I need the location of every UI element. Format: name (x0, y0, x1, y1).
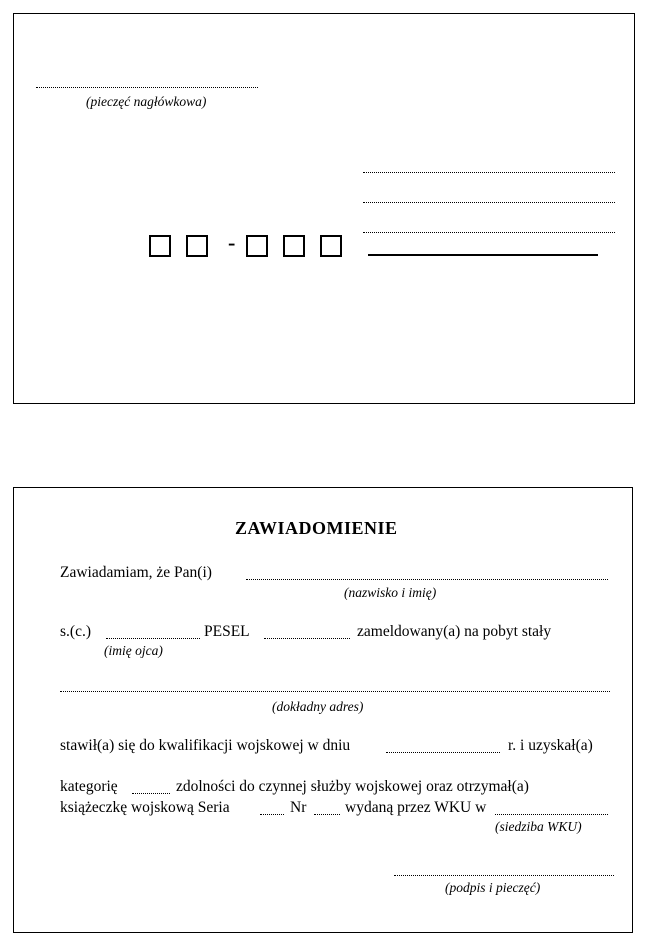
line1-text: Zawiadamiam, że Pan(i) (60, 564, 212, 581)
series-field[interactable] (260, 814, 284, 815)
name-field[interactable] (246, 579, 608, 580)
signature-field[interactable] (394, 875, 614, 876)
line4-text: stawił(a) się do kwalifikacji wojskowej w dniu (60, 737, 351, 754)
line2-suffix: zameldowany(a) na pobyt stały (357, 623, 552, 640)
line6-prefix: książeczkę wojskową Seria (60, 799, 230, 816)
wku-field[interactable] (495, 814, 608, 815)
postal-box-4[interactable] (283, 235, 305, 257)
line6-nr: Nr (290, 799, 307, 816)
line6-text: wydaną przez WKU w (345, 799, 487, 816)
name-caption: (nazwisko i imię) (344, 585, 437, 600)
signature-caption: (podpis i pieczęć) (445, 880, 541, 895)
postal-box-5[interactable] (320, 235, 342, 257)
notice-card (13, 487, 633, 933)
wku-caption: (siedziba WKU) (495, 819, 582, 834)
pesel-label: PESEL (204, 623, 250, 640)
address-field[interactable] (60, 691, 610, 692)
address-line-3[interactable] (363, 232, 615, 233)
father-name-caption: (imię ojca) (104, 643, 163, 658)
category-field[interactable] (132, 793, 170, 794)
line5-prefix: kategorię (60, 778, 118, 795)
postal-box-3[interactable] (246, 235, 268, 257)
line5-text: zdolności do czynnej służby wojskowej oraz otrzymał(a) (176, 778, 529, 795)
address-line-2[interactable] (363, 202, 615, 203)
father-name-field[interactable] (106, 638, 200, 639)
stamp-caption: (pieczęć nagłówkowa) (86, 94, 207, 109)
address-line-1[interactable] (363, 172, 615, 173)
pesel-field[interactable] (264, 638, 350, 639)
stamp-line[interactable] (36, 87, 258, 88)
postal-box-2[interactable] (186, 235, 208, 257)
line4-suffix: r. i uzyskał(a) (508, 737, 593, 754)
line2-prefix: s.(c.) (60, 623, 91, 640)
postal-box-1[interactable] (149, 235, 171, 257)
notice-title: ZAWIADOMIENIE (235, 518, 398, 538)
address-caption: (dokładny adres) (272, 699, 364, 714)
envelope-card (13, 13, 635, 404)
date-field[interactable] (386, 752, 500, 753)
postal-dash: - (228, 230, 236, 255)
number-field[interactable] (314, 814, 340, 815)
city-line[interactable] (368, 254, 598, 256)
